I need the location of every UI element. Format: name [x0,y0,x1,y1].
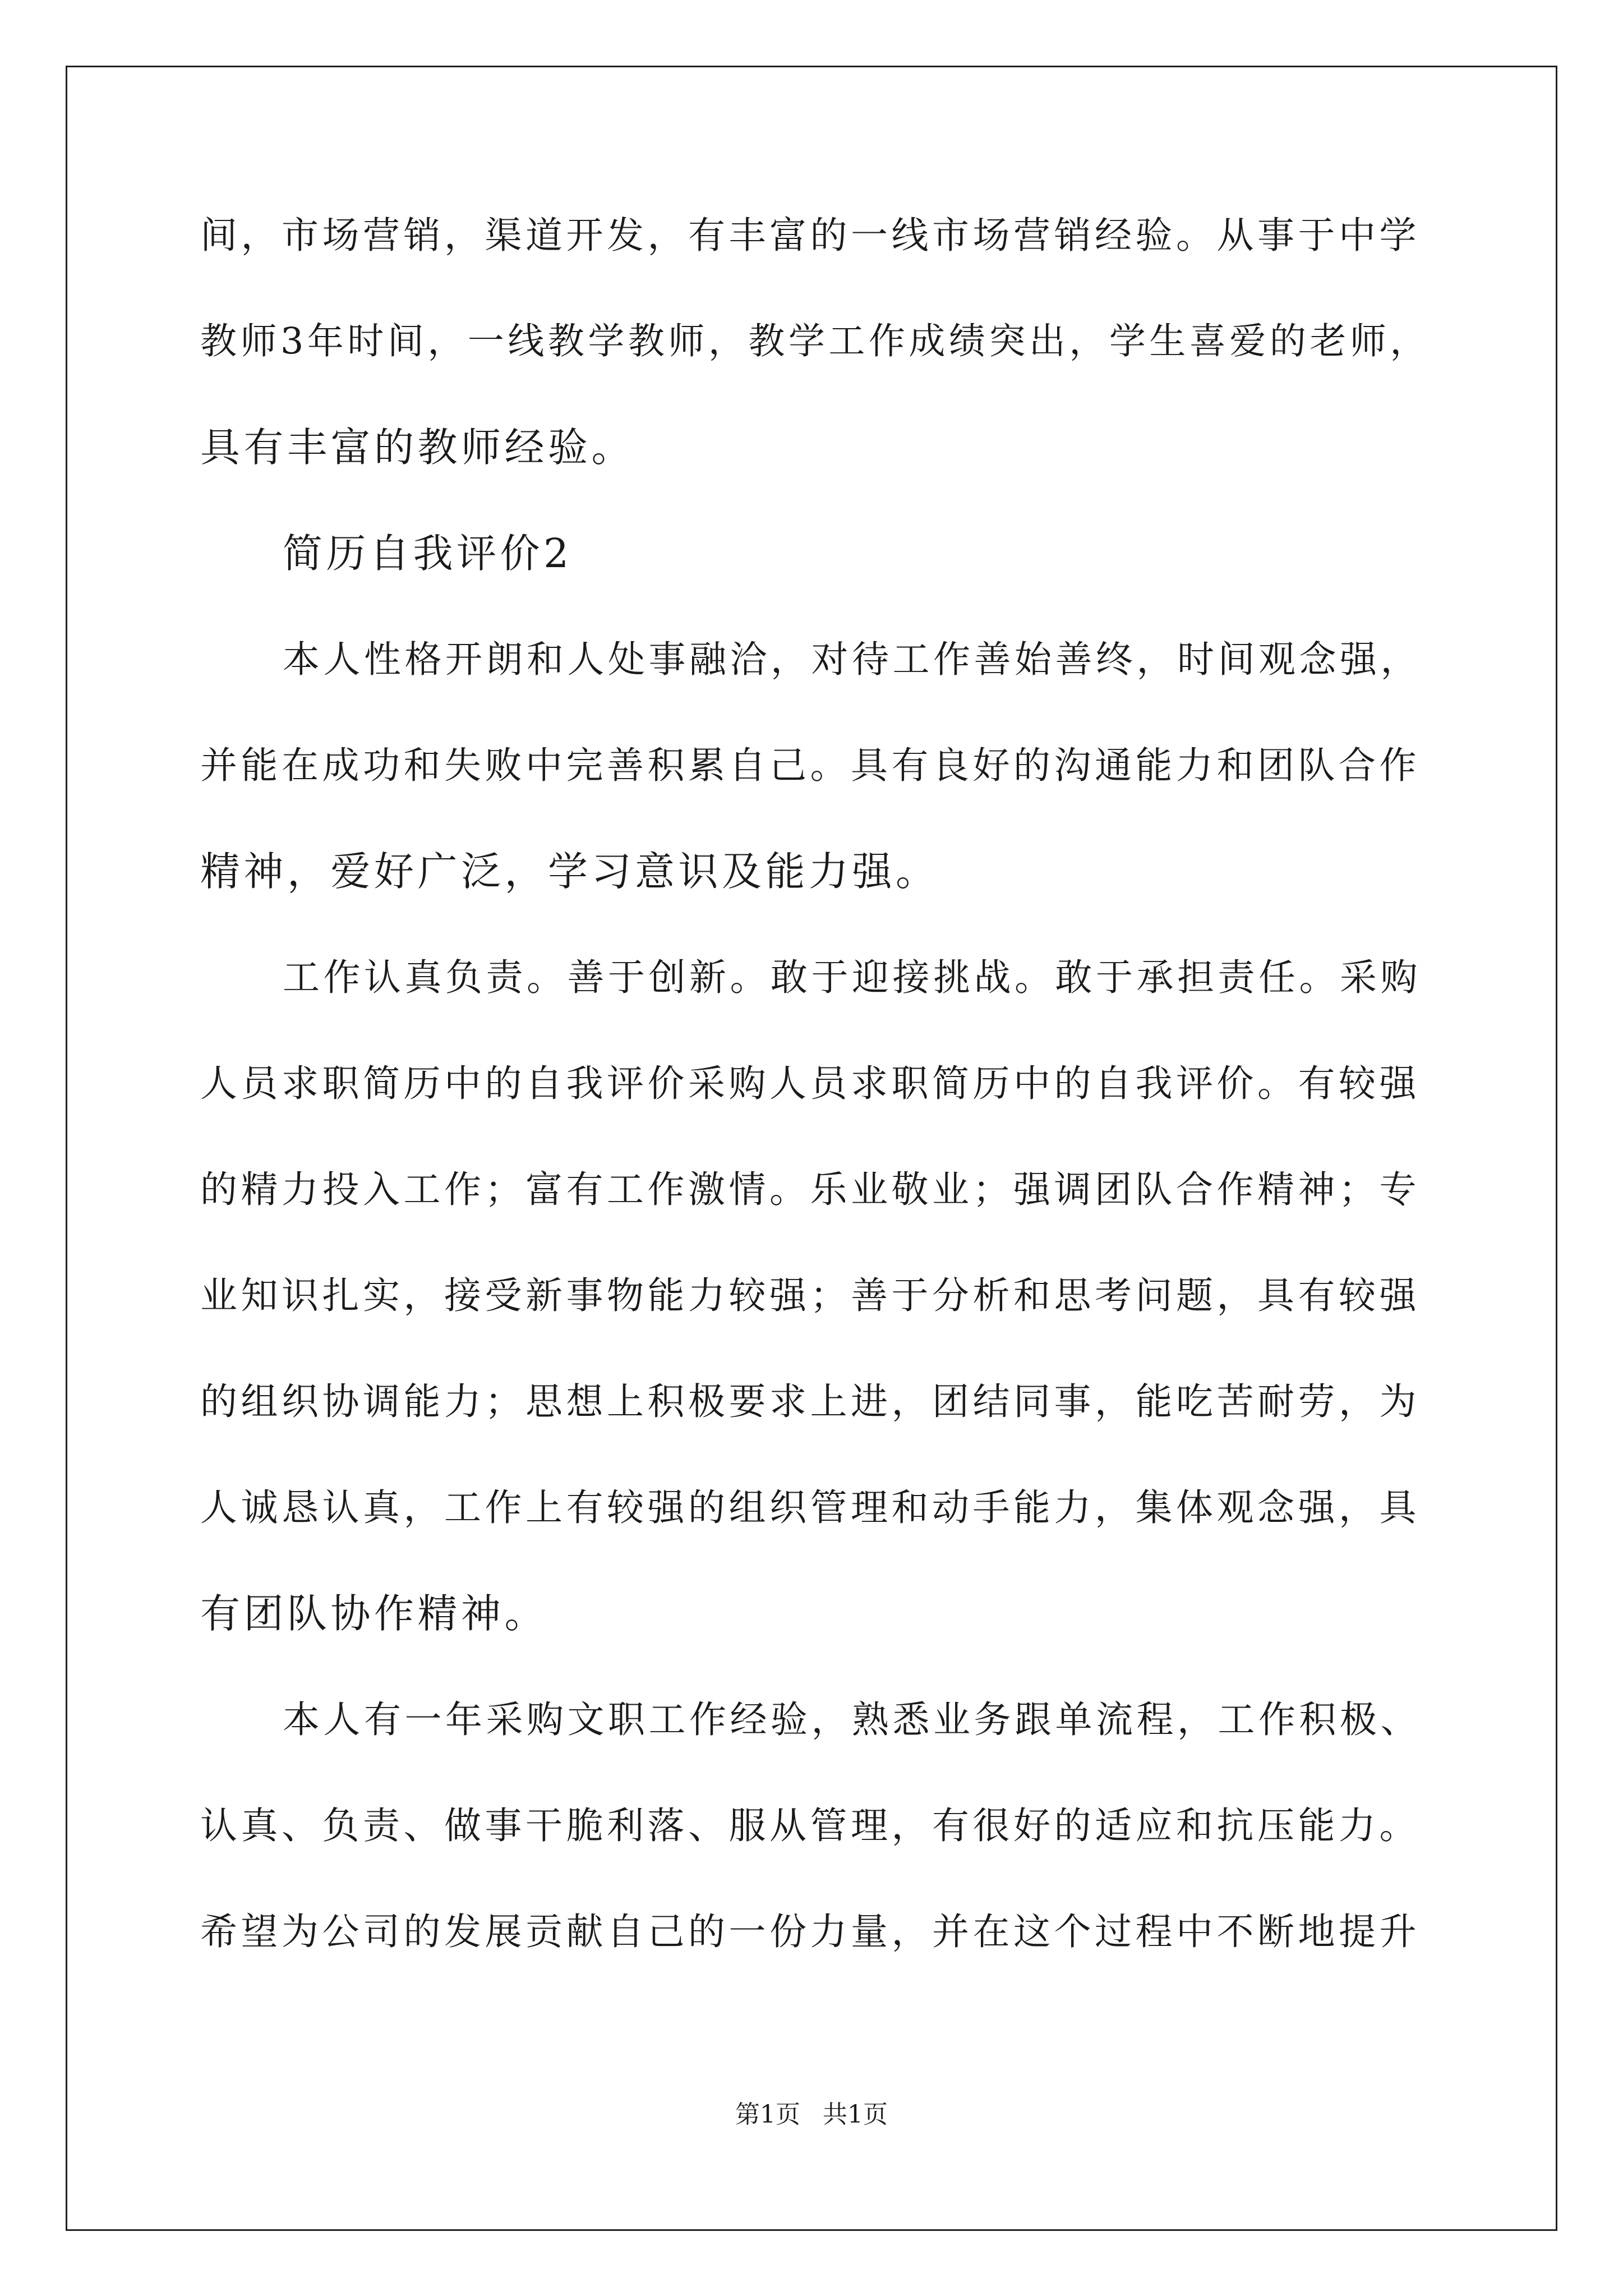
text-line: 认真、负责、做事干脆利落、服从管理，有很好的适应和抗压能力。 [200,1804,1420,1847]
page-number: 第1页 [735,2100,800,2129]
text-line: 精神，爱好广泛，学习意识及能力强。 [200,848,939,895]
text-line: 工作认真负责。善于创新。敢于迎接挑战。敢于承担责任。采购 [283,956,1421,999]
text-line: 人员求职简历中的自我评价采购人员求职简历中的自我评价。有较强 [200,1062,1420,1105]
text-line: 并能在成功和失败中完善积累自己。具有良好的沟通能力和团队合作 [200,744,1420,787]
page-border [66,66,1557,2231]
page-total: 共1页 [823,2100,888,2129]
page-footer [0,2099,1623,2131]
text-line: 的精力投入工作；富有工作激情。乐业敬业；强调团队合作精神；专 [200,1168,1420,1211]
text-line: 的组织协调能力；思想上积极要求上进，团结同事，能吃苦耐劳，为 [200,1380,1420,1423]
text-line: 业知识扎实，接受新事物能力较强；善于分析和思考问题，具有较强 [200,1274,1420,1317]
text-line: 间，市场营销，渠道开发，有丰富的一线市场营销经验。从事于中学 [200,214,1420,257]
text-line: 具有丰富的教师经验。 [200,424,635,471]
text-line: 人诚恳认真，工作上有较强的组织管理和动手能力，集体观念强，具 [200,1486,1420,1529]
section-heading: 简历自我评价2 [283,530,573,577]
text-line: 本人有一年采购文职工作经验，熟悉业务跟单流程，工作积极、 [283,1698,1421,1741]
text-line: 本人性格开朗和人处事融洽，对待工作善始善终，时间观念强， [283,638,1421,681]
text-line: 有团队协作精神。 [200,1590,548,1637]
text-line: 教师3年时间，一线教学教师，教学工作成绩突出，学生喜爱的老师， [200,320,1430,362]
text-line: 希望为公司的发展贡献自己的一份力量，并在这个过程中不断地提升 [200,1910,1420,1953]
